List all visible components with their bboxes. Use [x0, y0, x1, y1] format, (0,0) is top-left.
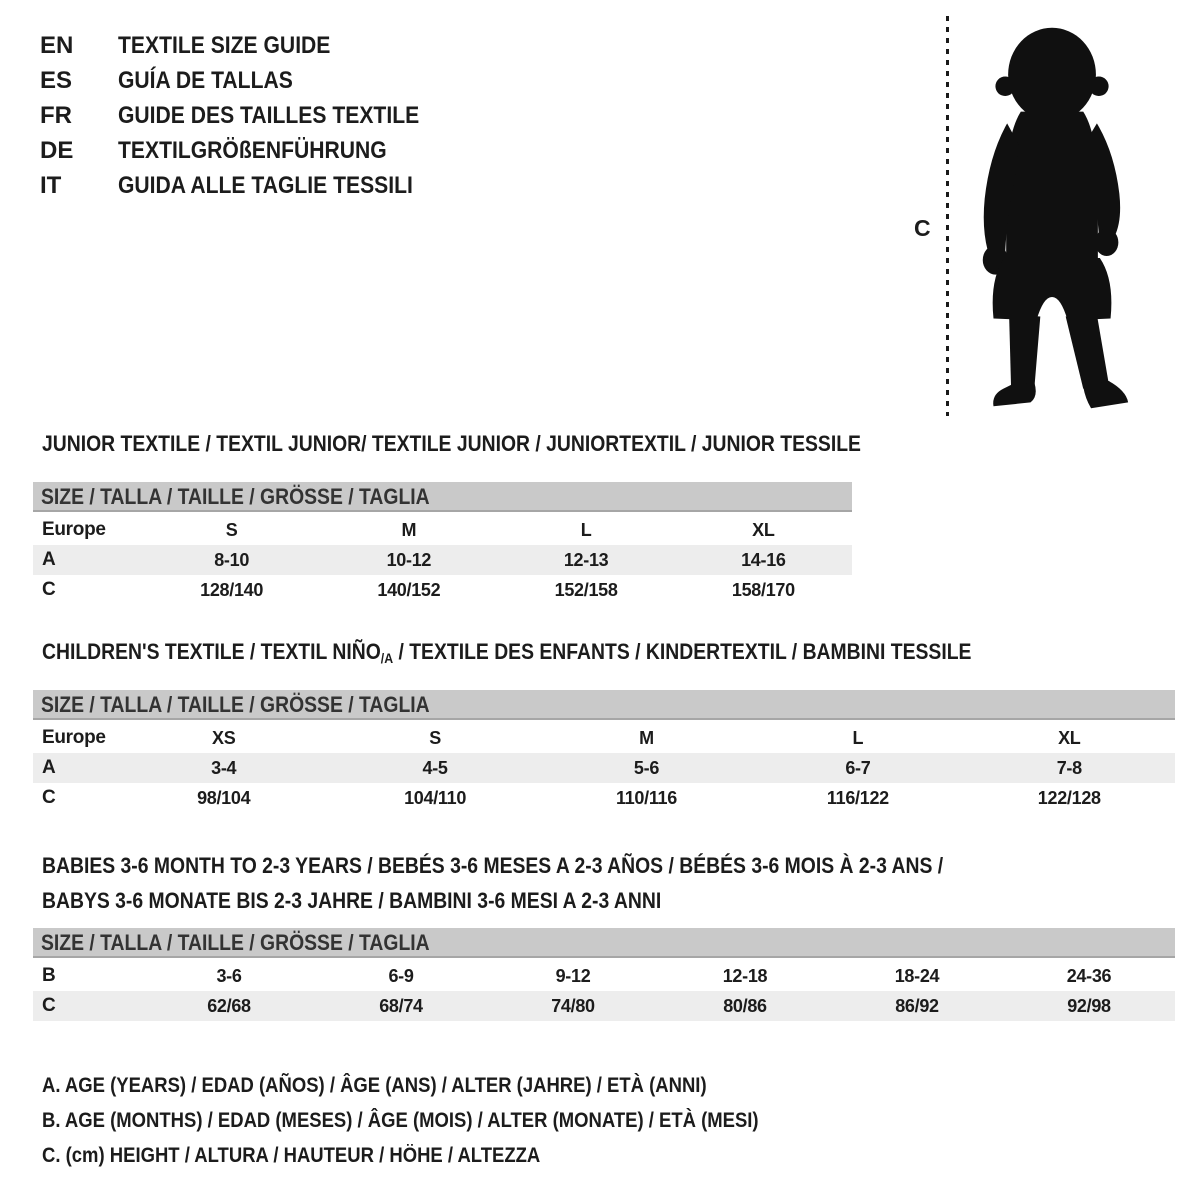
table-row-height [33, 991, 1175, 1021]
junior-section-title [42, 432, 973, 456]
language-code: FR [40, 102, 72, 129]
size-header-bar [33, 690, 1175, 720]
children-section-title [42, 640, 1098, 666]
note-a-text: A. AGE (YEARS) / EDAD (AÑOS) / ÂGE (ANS) / ALTER (JAHRE) / ETÀ (ANNI) [42, 1074, 707, 1097]
table-cell: 9-12 [555, 966, 591, 986]
note-b [42, 1103, 856, 1138]
table-cell: M [639, 728, 654, 748]
table-cell: 128/140 [200, 580, 264, 600]
language-row [40, 98, 460, 133]
table-cell: 7-8 [1056, 758, 1082, 778]
language-row [40, 28, 460, 63]
row-label: C [42, 579, 56, 600]
table-cell: 140/152 [377, 580, 441, 600]
table-cell: XL [752, 520, 775, 540]
size-header-bar [33, 928, 1175, 958]
height-measure-label: C [914, 215, 931, 241]
table-cell: 122/128 [1037, 788, 1101, 808]
note-b-text: B. AGE (MONTHS) / EDAD (MESES) / ÂGE (MOIS) / ALTER (MONATE) / ETÀ (MESI) [42, 1109, 759, 1132]
row-label: B [42, 965, 56, 986]
note-c-text: C. (cm) HEIGHT / ALTURA / HAUTEUR / HÖHE / ALTEZZA [42, 1144, 541, 1167]
guide-title-de: TEXTILGRÖßENFÜHRUNG [118, 137, 387, 164]
table-cell: 6-9 [388, 966, 414, 986]
size-header-label: SIZE / TALLA / TAILLE / GRÖSSE / TAGLIA [41, 930, 430, 955]
table-row-months [33, 961, 1175, 991]
table-cell: 110/116 [616, 788, 677, 808]
row-label: C [42, 995, 56, 1016]
size-header-label: SIZE / TALLA / TAILLE / GRÖSSE / TAGLIA [41, 484, 430, 509]
note-a [42, 1068, 856, 1103]
table-row-europe [33, 515, 852, 545]
table-row-height [33, 575, 852, 605]
table-cell: 18-24 [894, 966, 940, 986]
table-cell: M [401, 520, 417, 540]
children-section-title-text [42, 640, 971, 666]
height-measure-dashed-line [946, 16, 949, 416]
table-cell: 74/80 [551, 996, 595, 1016]
row-label: Europe [42, 519, 106, 540]
table-cell: 12-18 [722, 966, 768, 986]
size-header-label: SIZE / TALLA / TAILLE / GRÖSSE / TAGLIA [41, 692, 430, 717]
language-title-block [40, 28, 460, 203]
table-cell: 80/86 [723, 996, 767, 1016]
row-label: A [42, 757, 56, 778]
table-cell: S [429, 728, 441, 748]
table-cell: 24-36 [1066, 966, 1112, 986]
row-label: Europe [42, 727, 106, 748]
language-code: DE [40, 137, 74, 164]
legend-notes [42, 1068, 856, 1173]
guide-title-en: TEXTILE SIZE GUIDE [118, 32, 331, 59]
toddler-silhouette-icon [958, 18, 1148, 418]
table-cell: 62/68 [207, 996, 251, 1016]
guide-title-it: GUIDA ALLE TAGLIE TESSILI [118, 172, 413, 199]
table-cell: S [225, 520, 238, 540]
table-cell: 68/74 [379, 996, 423, 1016]
table-cell: 116/122 [826, 788, 889, 808]
table-cell: 3-4 [211, 758, 237, 778]
note-c [42, 1138, 856, 1173]
table-cell: 158/170 [731, 580, 795, 600]
babies-size-table [33, 928, 1175, 1021]
children-size-table [33, 690, 1175, 813]
children-title-sub: /A [380, 650, 394, 666]
table-cell: 4-5 [422, 758, 448, 778]
row-label: C [42, 787, 56, 808]
table-cell: 104/110 [404, 788, 467, 808]
language-code: IT [40, 172, 62, 199]
table-row-height [33, 783, 1175, 813]
language-row [40, 168, 460, 203]
table-row-europe [33, 723, 1175, 753]
table-cell: 14-16 [741, 550, 786, 570]
table-cell: XL [1058, 728, 1081, 748]
language-row [40, 133, 460, 168]
table-cell: 92/98 [1067, 996, 1111, 1016]
table-cell: 8-10 [214, 550, 250, 570]
children-title-prefix: CHILDREN'S TEXTILE / TEXTIL NIÑO [42, 639, 381, 664]
babies-title-line1: BABIES 3-6 MONTH TO 2-3 YEARS / BEBÉS 3-6 MESES A 2-3 AÑOS / BÉBÉS 3-6 MOIS À 2-3 ANS / [42, 853, 944, 878]
table-row-age [33, 753, 1175, 783]
table-cell: XS [211, 728, 236, 748]
babies-section-title [42, 848, 1066, 918]
table-cell: L [580, 520, 592, 540]
size-header-bar [33, 482, 852, 512]
table-cell: 86/92 [895, 996, 939, 1016]
language-code: EN [40, 32, 74, 59]
language-row [40, 63, 460, 98]
row-label: A [42, 549, 56, 570]
table-cell: 6-7 [845, 758, 871, 778]
table-cell: 10-12 [386, 550, 432, 570]
language-code: ES [40, 67, 73, 94]
guide-title-fr: GUIDE DES TAILLES TEXTILE [118, 102, 420, 129]
children-title-suffix: / TEXTILE DES ENFANTS / KINDERTEXTIL / BAMBINI TESSILE [393, 639, 972, 664]
table-cell: L [852, 728, 864, 748]
table-cell: 3-6 [216, 966, 242, 986]
table-cell: 98/104 [197, 788, 251, 808]
table-row-age [33, 545, 852, 575]
junior-section-title-text: JUNIOR TEXTILE / TEXTIL JUNIOR/ TEXTILE JUNIOR / JUNIORTEXTIL / JUNIOR TESSILE [42, 431, 861, 456]
guide-title-es: GUÍA DE TALLAS [118, 67, 293, 94]
table-cell: 152/158 [554, 580, 618, 600]
junior-size-table [33, 482, 852, 605]
babies-title-line2: BABYS 3-6 MONATE BIS 2-3 JAHRE / BAMBINI 3-6 MESI A 2-3 ANNI [42, 888, 662, 913]
table-cell: 5-6 [633, 758, 660, 778]
table-cell: 12-13 [563, 550, 609, 570]
